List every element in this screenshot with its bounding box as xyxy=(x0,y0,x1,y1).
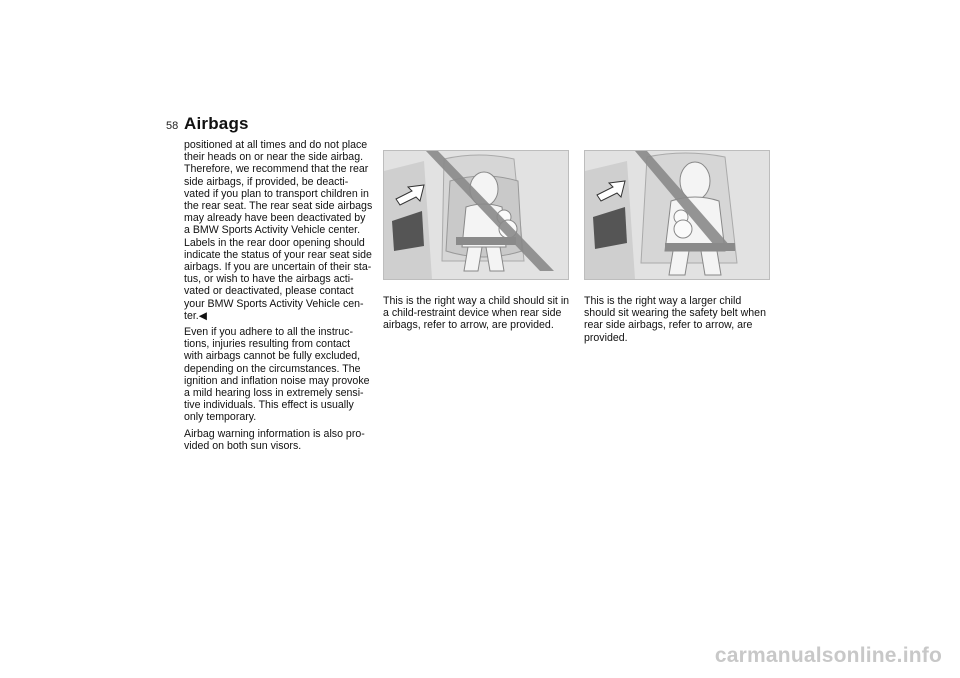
figure1-caption xyxy=(383,295,579,336)
figure2-caption xyxy=(584,295,780,348)
paragraph-injury-warning: Even if you adhere to all the instruc- tions, injuries resulting from contact with airbags cannot be fully excluded, depending on the circumstances. The ignition and inflation noise may provoke a mild hearing loss in extremely sensi- tive individuals. This effect is usually only temporary. xyxy=(184,326,370,424)
figure-child-restraint xyxy=(375,150,569,280)
page-number: 58 xyxy=(166,120,179,132)
paragraph-sun-visors: Airbag warning information is also pro- vided on both sun visors. xyxy=(184,427,365,452)
body-text-column xyxy=(184,139,380,456)
larger-child-illustration xyxy=(585,151,769,279)
watermark: carmanualsonline.info xyxy=(714,644,942,667)
figure-code: 530de243 xyxy=(375,224,385,265)
caption-text: This is the right way a child should sit in a child-restraint device when rear side airbags, refer to arrow, are provided. xyxy=(383,295,570,332)
caption-text: This is the right way a larger child should sit wearing the safety belt when rear side airbags, refer to arrow, are provided. xyxy=(584,295,766,344)
child-restraint-illustration xyxy=(384,151,568,279)
page-title: Airbags xyxy=(184,114,249,133)
figure-larger-child-belt xyxy=(576,150,770,280)
paragraph-side-airbags: positioned at all times and do not place their heads on or near the side airbag. Therefore, we recommend that the rear side airbags, if provided, be deacti- vated if you plan to transport children in the rear seat. The rear seat side airbags may already have been deactivated by a BMW Sports Activity Vehicle center. Labels in the rear door opening should indicate the status of your rear seat side airbags. If you are uncertain of their sta- tus, or wish to have the airbags acti- vated or deactivated, please contact your BMW Sports Activity Vehicle cen- ter.◀ xyxy=(184,139,373,322)
figure-code: 530de097 xyxy=(576,224,586,265)
